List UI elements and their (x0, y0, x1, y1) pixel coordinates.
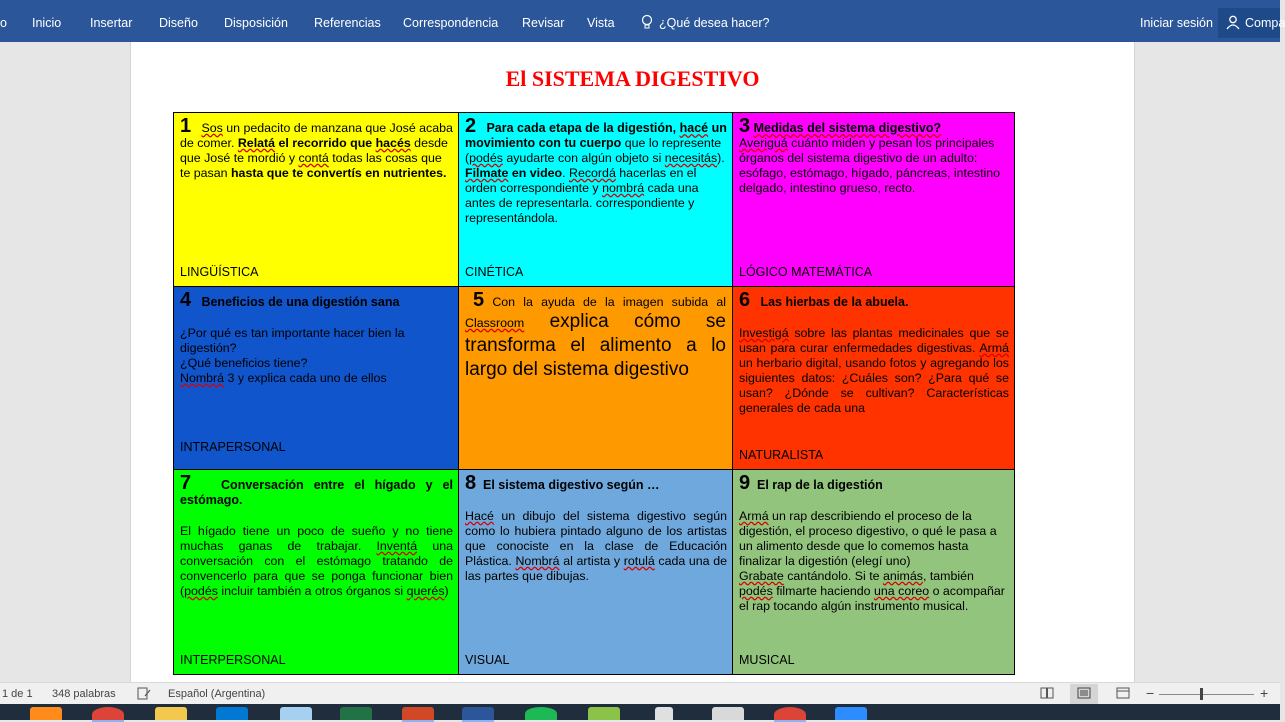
share-label: Compa (1245, 16, 1285, 30)
tab-diseno[interactable]: Diseño (159, 16, 198, 30)
intelligence-label: VISUAL (465, 653, 510, 667)
proofing-icon[interactable] (137, 687, 151, 700)
cell-7[interactable] (174, 470, 459, 675)
cell-5[interactable] (459, 287, 733, 470)
cell-1[interactable] (174, 113, 459, 287)
zoom-out-button[interactable]: − (1146, 685, 1155, 701)
cell-6[interactable] (733, 287, 1015, 470)
cell-heading: Beneficios de una digestión sana (201, 295, 400, 309)
cell-number: 6 (739, 289, 751, 311)
document-page[interactable] (130, 42, 1135, 682)
page-title: El SISTEMA DIGESTIVO (505, 66, 760, 91)
person-icon (1226, 15, 1240, 29)
app-green-icon[interactable] (588, 707, 620, 720)
tab-revisar[interactable]: Revisar (522, 16, 565, 30)
zoom-slider-handle[interactable] (1200, 688, 1203, 700)
sign-in-link[interactable]: Iniciar sesión (1140, 16, 1213, 30)
cell-text: Para cada etapa de la digestión, hacé un movimiento con tu cuerpo que lo represente (podés ayudarte con algún objeto si necesitás). Filmate en video. Recordá hacerlas en el orden correspondiente y nombrá cada una antes de representarla. correspondiente y representándola. (465, 121, 727, 225)
intelligence-label: MUSICAL (739, 653, 795, 667)
outlook-icon[interactable] (216, 707, 248, 720)
cell-number: 3 (739, 115, 751, 137)
chrome-icon-2[interactable] (774, 707, 806, 722)
cell-heading: El sistema digestivo según … (483, 478, 660, 492)
cell-number: 8 (465, 472, 477, 494)
spotify-icon[interactable] (525, 707, 557, 720)
tell-me-input[interactable]: ¿Qué desea hacer? (659, 16, 770, 30)
cell-3[interactable] (733, 113, 1015, 287)
cell-heading: Las hierbas de la abuela. (760, 295, 909, 309)
cell-text: ¿Por qué es tan importante hacer bien la digestión? ¿Qué beneficios tiene? Nombrá 3 y explica cada uno de ellos (180, 326, 405, 385)
folder-icon[interactable] (155, 707, 187, 720)
intelligence-label: CINÉTICA (465, 265, 524, 279)
print-layout-icon[interactable] (1077, 687, 1091, 699)
language-indicator[interactable]: Español (Argentina) (168, 688, 266, 700)
tab-inicio[interactable]: Inicio (32, 16, 62, 30)
tab-disposicion[interactable]: Disposición (224, 16, 288, 30)
cell-text: Sos un pedacito de manzana que José acaba de comer. Relatá el recorrido que hacés desde que José te mordió y contá todas las cosas que te pasan hasta que te convertís en nutrientes. (180, 121, 453, 180)
vlc-icon[interactable] (655, 707, 673, 720)
read-mode-icon[interactable] (1040, 687, 1054, 699)
taskbar (0, 704, 1280, 720)
cell-number: 1 (180, 115, 192, 137)
cell-heading: El rap de la digestión (757, 478, 883, 492)
zoom-slider[interactable] (1159, 694, 1254, 695)
intelligence-label: LÓGICO MATEMÁTICA (739, 265, 873, 279)
word-icon[interactable] (462, 707, 494, 722)
web-layout-icon[interactable] (1116, 687, 1130, 699)
cell-heading: Medidas del sistema digestivo? (753, 121, 942, 135)
intelligence-label: LINGÜÍSTICA (180, 265, 259, 279)
cell-text: Averiguá cuánto miden y pesan los principales órganos del sistema digestivo de un adulto: esófago, estómago, hígado, páncreas, intestino delgado, intestino grueso, recto. (739, 136, 1001, 195)
tab-referencias[interactable]: Referencias (314, 16, 381, 30)
cell-text: Armá un rap describiendo el proceso de la digestión, el proceso digestivo, o qué le pasa a un alimento desde que lo comemos hasta finalizar la digestión (elegí uno) Grabate cantándolo. Si te animás, también podés filmarte haciendo una coreo o acompañar el rap tocando algún instrumento musical. (739, 509, 1005, 613)
cell-8[interactable] (459, 470, 733, 675)
cell-number: 9 (739, 472, 751, 494)
cell-2[interactable] (459, 113, 733, 287)
cell-text: Con la ayuda de la imagen subida al Classroom explica cómo se transforma el alimento a lo largo del sistema digestivo (465, 295, 727, 380)
app-icon[interactable] (30, 707, 62, 720)
activity-grid (173, 112, 1015, 675)
cell-text: El hígado tiene un poco de sueño y no tiene muchas ganas de trabajar. Inventá una conversación con el estómago tratando de convencerlo para que se ponga funcionar bien (podés incluir también a otros órganos si querés) (180, 524, 453, 598)
tab-correspondencia[interactable]: Correspondencia (403, 16, 499, 30)
chrome-icon[interactable] (92, 707, 124, 722)
intelligence-label: INTRAPERSONAL (180, 440, 286, 454)
powerpoint-icon[interactable] (402, 707, 434, 722)
zoom-app-icon[interactable] (835, 707, 867, 720)
cell-number: 2 (465, 115, 477, 137)
lightbulb-icon (641, 14, 653, 30)
paint-icon[interactable] (280, 707, 312, 720)
word-count[interactable]: 348 palabras (52, 688, 116, 700)
cell-number: 4 (180, 289, 192, 311)
cell-9[interactable] (733, 470, 1015, 675)
cell-text: Investigá sobre las plantas medicinales que se usan para curar enfermedades digestivas. Armá un herbario digital, usando fotos y agregando los siguientes datos: ¿Cuáles son? ¿Para qué se usan? ¿Dónde se cultivan? Características generales de cada una (739, 326, 1009, 415)
cell-heading: Conversación entre el hígado y el estómago. (180, 478, 454, 507)
zoom-in-button[interactable]: + (1260, 685, 1269, 701)
ribbon-bar (0, 0, 1285, 42)
excel-icon[interactable] (340, 707, 372, 720)
cell-number: 5 (473, 289, 485, 311)
status-bar (0, 682, 1280, 705)
tab-file[interactable]: o (0, 16, 7, 30)
cell-4[interactable] (174, 287, 459, 470)
intelligence-label: NATURALISTA (739, 448, 824, 462)
page-count[interactable]: 1 de 1 (2, 688, 33, 700)
intelligence-label: INTERPERSONAL (180, 653, 286, 667)
app-window-icon[interactable] (712, 707, 744, 720)
tab-insertar[interactable]: Insertar (90, 16, 133, 30)
tab-vista[interactable]: Vista (587, 16, 615, 30)
cell-number: 7 (180, 472, 192, 494)
cell-text: Hacé un dibujo del sistema digestivo según como lo hubiera pintado alguno de los artistas que conociste en la clase de Educación Plástica. Nombrá al artista y rotulá cada una de las partes que dibujas. (465, 509, 727, 583)
